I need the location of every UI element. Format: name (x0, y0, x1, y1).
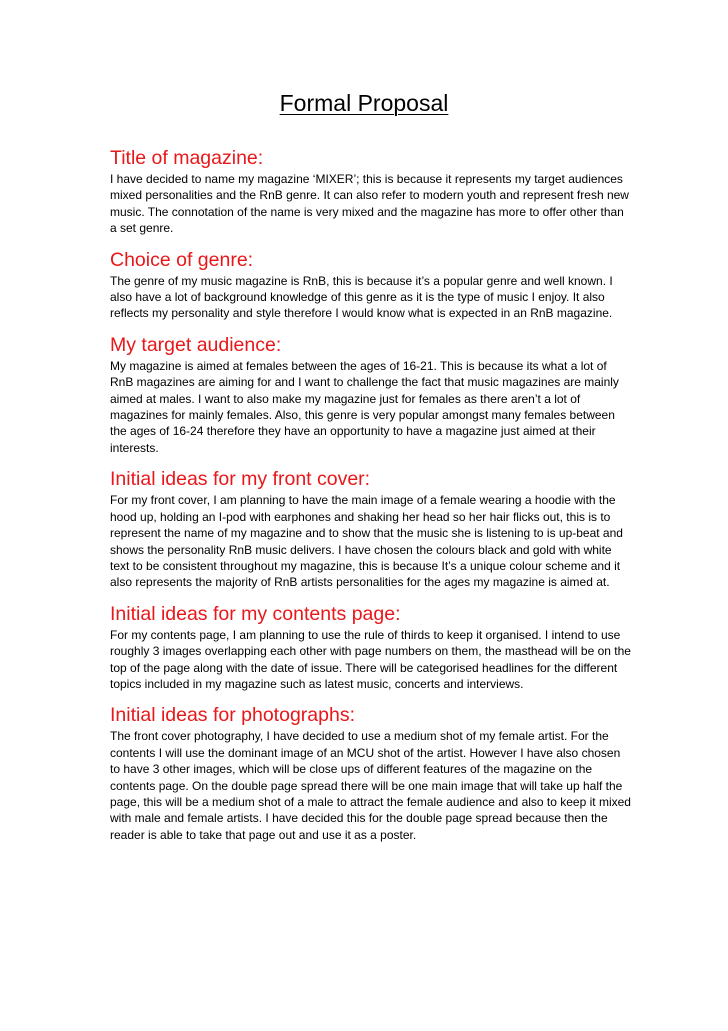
section-heading: Title of magazine: (110, 147, 264, 169)
section-photograph-ideas (110, 704, 632, 843)
section-choice-of-genre (110, 249, 632, 322)
document-content (110, 147, 632, 855)
section-heading: Initial ideas for photographs: (110, 704, 355, 727)
section-title-of-magazine (110, 147, 632, 237)
section-body: For my contents page, I am planning to use the rule of thirds to keep it organised. I intend to use roughly 3 images overlapping each other with page numbers on them, the masthead will be on the top of the page along with the date of issue. There will be categorised headlines for the different topics included in my magazine such as latest music, concerts and interviews. (110, 627, 631, 691)
section-contents-page-ideas (110, 603, 632, 693)
section-body: The genre of my music magazine is RnB, this is because it’s a popular genre and well known. I also have a lot of background knowledge of this genre as it is the type of music I enjoy. It also reflects my personality and style therefore I would know what is expected in an RnB magazine. (110, 273, 613, 321)
document-title: Formal Proposal (279, 90, 449, 116)
section-heading: Initial ideas for my front cover: (110, 468, 371, 491)
section-body: My magazine is aimed at females between the ages of 16-21. This is because its what a lot of RnB magazines are aiming for and I want to challenge the fact that music magazines are mainly aimed at males. I want to also make my magazine just for females as there aren’t a lot of magazines for mainly females. Also, this genre is very popular amongst many females between the ages of 16-24 therefore they have an opportunity to have a magazine just aimed at their interests. (110, 358, 619, 455)
section-heading: My target audience: (110, 333, 282, 356)
section-body: For my front cover, I am planning to have the main image of a female wearing a hoodie with the hood up, holding an I-pod with earphones and shaking her head so her hair flicks out, this is to represent the name of my magazine and to show that the music she is listening to is up-beat and shows the personality RnB music delivers. I have chosen the colours black and gold with white text to be consistent throughout my magazine, this is because It’s a unique colour scheme and it also represents the majority of RnB artists personalities for the ages my magazine is aimed at. (110, 493, 623, 590)
section-front-cover-ideas (110, 468, 632, 590)
section-body: I have decided to name my magazine ‘MIXER’; this is because it represents my target audiences mixed personalities and the RnB genre. It can also refer to modern youth and represent fresh new music. The connotation of the name is very mixed and the magazine has more to offer other than a set genre. (110, 172, 629, 236)
section-target-audience (110, 334, 632, 456)
section-body: The front cover photography, I have decided to use a medium shot of my female artist. For the contents I will use the dominant image of an MCU shot of the artist. However I have also chosen to have 3 other images, which will be close ups of different features of the magazine on the contents page. On the double page spread there will be one main image that will take up half the page, this will be a medium shot of a male to attract the female audience and also to keep it mixed with male and female artists. I have decided this for the double page spread because then the reader is able to take that page out and use it as a poster. (110, 729, 631, 842)
section-heading: Initial ideas for my contents page: (110, 602, 401, 625)
section-heading: Choice of genre: (110, 248, 254, 271)
